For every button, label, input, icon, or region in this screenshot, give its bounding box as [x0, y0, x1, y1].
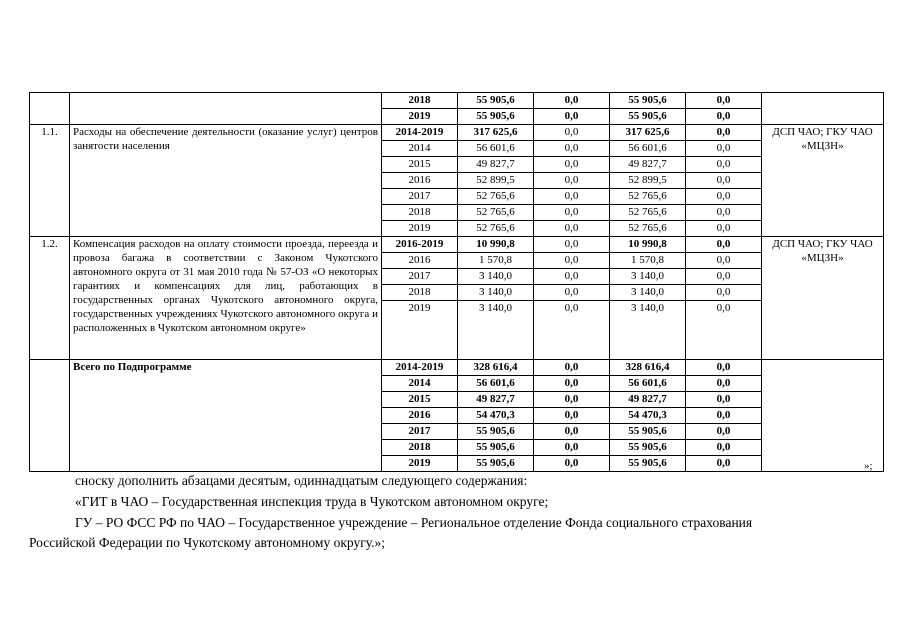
table-row — [30, 237, 884, 253]
total-cell: 54 470,3 — [458, 408, 534, 424]
other-cell: 0,0 — [686, 173, 762, 189]
total-cell: 52 765,6 — [458, 221, 534, 237]
total-cell: 55 905,6 — [458, 456, 534, 472]
year-cell: 2014-2019 — [382, 125, 458, 141]
regional-cell: 55 905,6 — [610, 456, 686, 472]
total-cell: 1 570,8 — [458, 253, 534, 269]
federal-cell: 0,0 — [534, 253, 610, 269]
regional-cell: 52 765,6 — [610, 189, 686, 205]
table-row — [30, 360, 884, 376]
regional-cell: 55 905,6 — [610, 109, 686, 125]
other-cell: 0,0 — [686, 301, 762, 360]
total-cell: 3 140,0 — [458, 285, 534, 301]
regional-cell: 49 827,7 — [610, 157, 686, 173]
federal-cell: 0,0 — [534, 237, 610, 253]
section-number: 1.1. — [30, 125, 70, 237]
description-cell — [70, 93, 382, 125]
other-cell: 0,0 — [686, 205, 762, 221]
other-cell: 0,0 — [686, 269, 762, 285]
responsible-cell — [762, 360, 884, 472]
responsible-cell — [762, 93, 884, 125]
paragraph-footnote-intro: сноску дополнить абзацами десятым, одиннадцатым следующего содержания: — [75, 473, 528, 488]
year-cell: 2014 — [382, 376, 458, 392]
total-cell: 56 601,6 — [458, 376, 534, 392]
total-label: Всего по Подпрограмме — [70, 360, 382, 472]
regional-cell: 3 140,0 — [610, 301, 686, 360]
federal-cell: 0,0 — [534, 157, 610, 173]
regional-cell: 10 990,8 — [610, 237, 686, 253]
total-number-cell — [30, 360, 70, 472]
federal-cell: 0,0 — [534, 376, 610, 392]
responsible-cell: ДСП ЧАО; ГКУ ЧАО «МЦЗН» — [762, 125, 884, 237]
regional-cell: 54 470,3 — [610, 408, 686, 424]
year-cell: 2017 — [382, 189, 458, 205]
federal-cell: 0,0 — [534, 424, 610, 440]
federal-cell: 0,0 — [534, 93, 610, 109]
other-cell: 0,0 — [686, 109, 762, 125]
regional-cell: 3 140,0 — [610, 269, 686, 285]
year-cell: 2019 — [382, 301, 458, 360]
federal-cell: 0,0 — [534, 285, 610, 301]
federal-cell: 0,0 — [534, 456, 610, 472]
number-cell — [30, 93, 70, 125]
year-cell: 2019 — [382, 221, 458, 237]
federal-cell: 0,0 — [534, 392, 610, 408]
total-cell: 52 899,5 — [458, 173, 534, 189]
table-row — [30, 93, 884, 109]
regional-cell: 317 625,6 — [610, 125, 686, 141]
regional-cell: 49 827,7 — [610, 392, 686, 408]
federal-cell: 0,0 — [534, 173, 610, 189]
other-cell: 0,0 — [686, 93, 762, 109]
year-cell: 2017 — [382, 269, 458, 285]
federal-cell: 0,0 — [534, 221, 610, 237]
year-cell: 2014-2019 — [382, 360, 458, 376]
total-cell: 328 616,4 — [458, 360, 534, 376]
federal-cell: 0,0 — [534, 440, 610, 456]
year-cell: 2019 — [382, 456, 458, 472]
closing-quote-mark: »; — [864, 460, 873, 472]
other-cell: 0,0 — [686, 408, 762, 424]
total-cell: 52 765,6 — [458, 189, 534, 205]
other-cell: 0,0 — [686, 360, 762, 376]
regional-cell: 328 616,4 — [610, 360, 686, 376]
other-cell: 0,0 — [686, 392, 762, 408]
section-number: 1.2. — [30, 237, 70, 360]
other-cell: 0,0 — [686, 285, 762, 301]
federal-cell: 0,0 — [534, 189, 610, 205]
year-cell: 2016 — [382, 173, 458, 189]
regional-cell: 52 765,6 — [610, 205, 686, 221]
other-cell: 0,0 — [686, 189, 762, 205]
other-cell: 0,0 — [686, 253, 762, 269]
federal-cell: 0,0 — [534, 360, 610, 376]
year-cell: 2016-2019 — [382, 237, 458, 253]
total-cell: 3 140,0 — [458, 269, 534, 285]
year-cell: 2015 — [382, 392, 458, 408]
total-cell: 55 905,6 — [458, 109, 534, 125]
paragraph-fss-definition-line2: Российской Федерации по Чукотскому автономному округу.»; — [29, 535, 386, 550]
regional-cell: 52 765,6 — [610, 221, 686, 237]
other-cell: 0,0 — [686, 125, 762, 141]
regional-cell: 3 140,0 — [610, 285, 686, 301]
regional-cell: 55 905,6 — [610, 424, 686, 440]
total-cell: 55 905,6 — [458, 93, 534, 109]
other-cell: 0,0 — [686, 157, 762, 173]
other-cell: 0,0 — [686, 141, 762, 157]
total-cell: 317 625,6 — [458, 125, 534, 141]
paragraph-git-definition: «ГИТ в ЧАО – Государственная инспекция труда в Чукотском автономном округе; — [75, 494, 549, 509]
federal-cell: 0,0 — [534, 141, 610, 157]
regional-cell: 52 899,5 — [610, 173, 686, 189]
federal-cell: 0,0 — [534, 125, 610, 141]
year-cell: 2019 — [382, 109, 458, 125]
year-cell: 2017 — [382, 424, 458, 440]
paragraph-fss-definition-line1: ГУ – РО ФСС РФ по ЧАО – Государственное учреждение – Региональное отделение Фонда социального страхования — [75, 515, 753, 530]
federal-cell: 0,0 — [534, 269, 610, 285]
year-cell: 2016 — [382, 408, 458, 424]
responsible-cell: ДСП ЧАО; ГКУ ЧАО «МЦЗН» — [762, 237, 884, 360]
section-description: Расходы на обеспечение деятельности (оказание услуг) центров занятости населения — [70, 125, 382, 237]
other-cell: 0,0 — [686, 456, 762, 472]
year-cell: 2014 — [382, 141, 458, 157]
other-cell: 0,0 — [686, 440, 762, 456]
federal-cell: 0,0 — [534, 205, 610, 221]
year-cell: 2016 — [382, 253, 458, 269]
federal-cell: 0,0 — [534, 301, 610, 360]
total-cell: 55 905,6 — [458, 424, 534, 440]
regional-cell: 1 570,8 — [610, 253, 686, 269]
regional-cell: 56 601,6 — [610, 376, 686, 392]
total-cell: 49 827,7 — [458, 157, 534, 173]
other-cell: 0,0 — [686, 376, 762, 392]
total-cell: 49 827,7 — [458, 392, 534, 408]
federal-cell: 0,0 — [534, 408, 610, 424]
total-cell: 3 140,0 — [458, 301, 534, 360]
other-cell: 0,0 — [686, 424, 762, 440]
section-description: Компенсация расходов на оплату стоимости проезда, переезда и провоза багажа в соответствии с Законом Чукотского автономного округа от 31 мая 2010 года № 57-ОЗ «О некоторых гарантиях и компенсациях для лиц, работающих в государственных органах Чукотского автономного округа, государственных учреждениях Чукотского автономного округа и расположенных в Чукотском автономном округе» — [70, 237, 382, 360]
other-cell: 0,0 — [686, 237, 762, 253]
budget-table — [29, 92, 884, 472]
regional-cell: 55 905,6 — [610, 93, 686, 109]
other-cell: 0,0 — [686, 221, 762, 237]
year-cell: 2015 — [382, 157, 458, 173]
total-cell: 55 905,6 — [458, 440, 534, 456]
regional-cell: 55 905,6 — [610, 440, 686, 456]
total-cell: 52 765,6 — [458, 205, 534, 221]
total-cell: 56 601,6 — [458, 141, 534, 157]
regional-cell: 56 601,6 — [610, 141, 686, 157]
federal-cell: 0,0 — [534, 109, 610, 125]
year-cell: 2018 — [382, 285, 458, 301]
total-cell: 10 990,8 — [458, 237, 534, 253]
table-row — [30, 125, 884, 141]
year-cell: 2018 — [382, 205, 458, 221]
year-cell: 2018 — [382, 440, 458, 456]
year-cell: 2018 — [382, 93, 458, 109]
